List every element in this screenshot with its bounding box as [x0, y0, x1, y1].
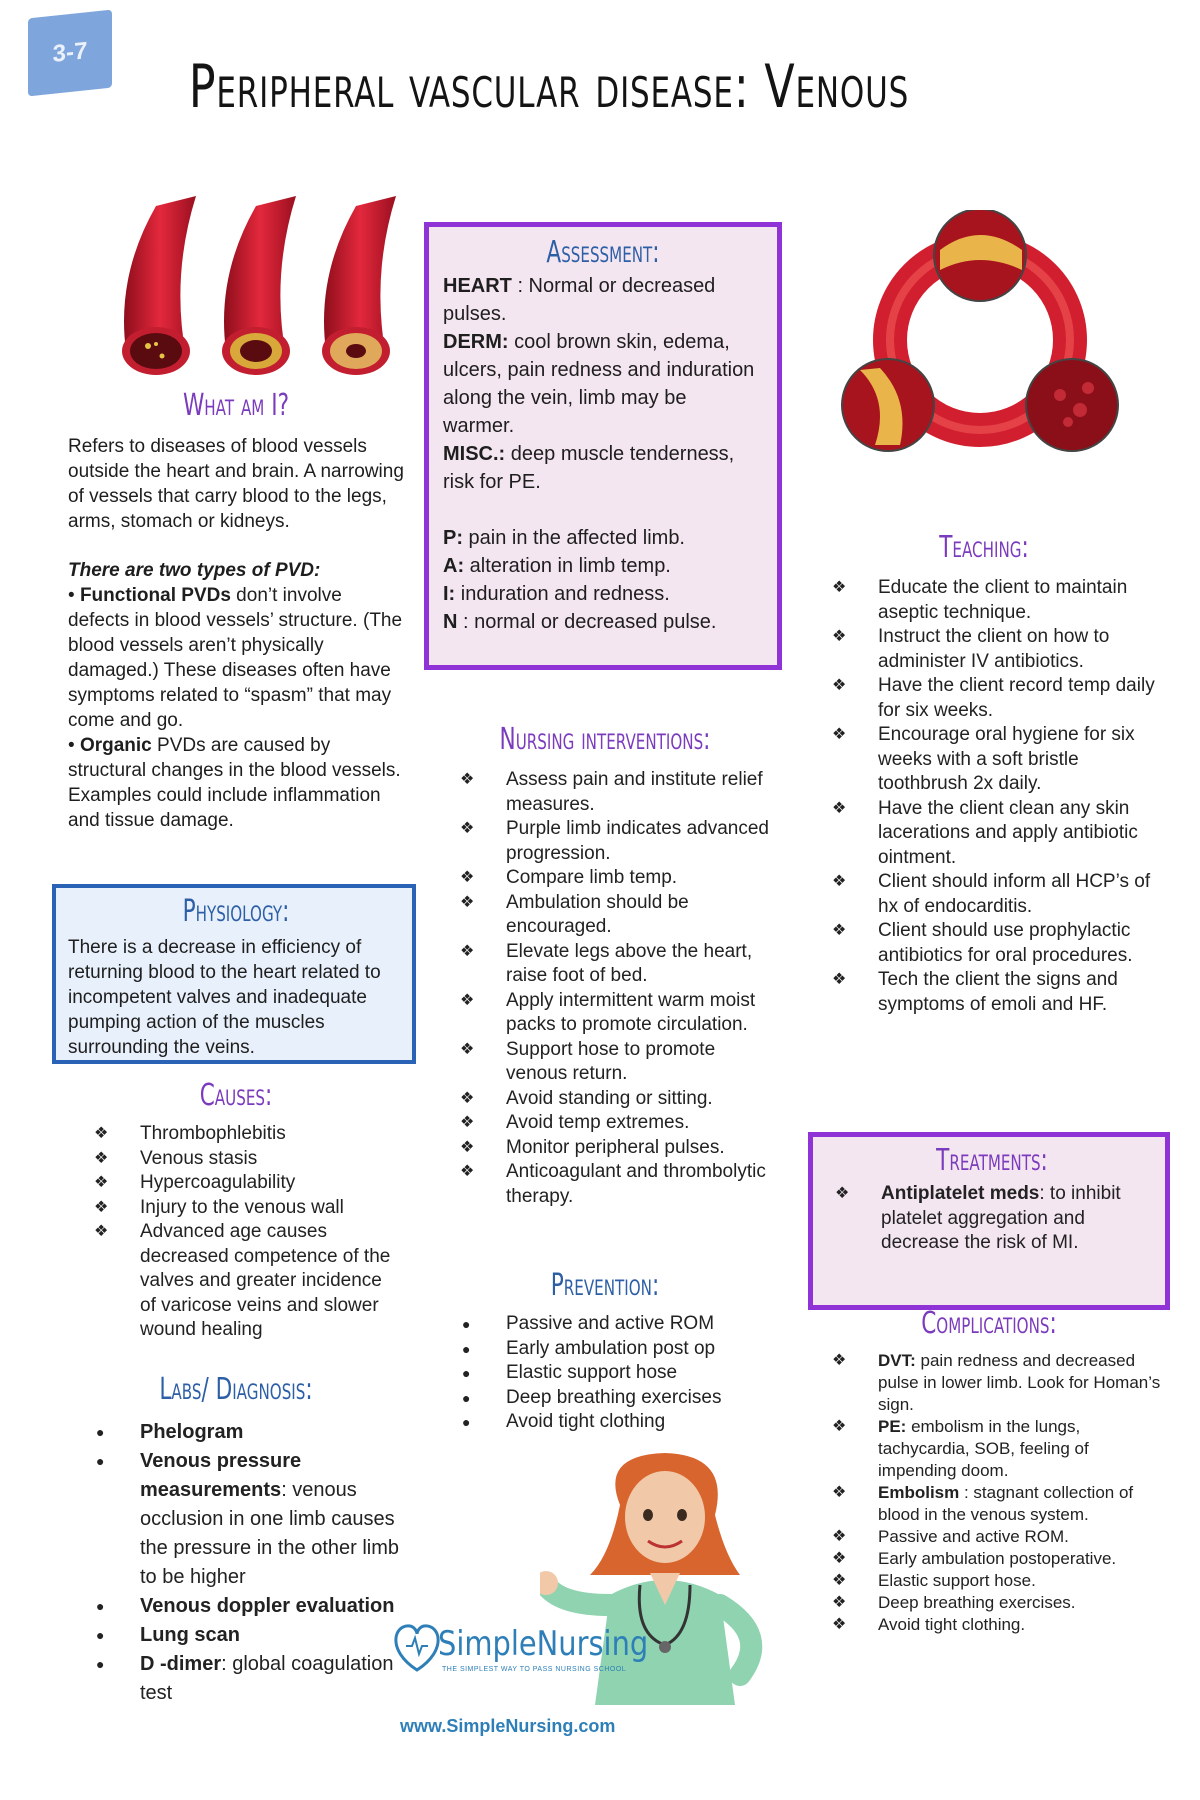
list-item [86, 1147, 402, 1172]
organic-pvd-text [68, 733, 408, 833]
intervention-text: Avoid standing or sitting. [506, 1087, 713, 1109]
diamond-bullet-icon: ❖ [460, 820, 475, 837]
dot-bullet-icon: ● [96, 1627, 105, 1643]
physiology-text: There is a decrease in efficiency of returning blood to the heart related to incompetent valves and inadequate pumping action of the muscles surrounding the veins. [68, 937, 381, 1058]
complication-text: : stagnant collection of blood in the venous system. [878, 1483, 1134, 1524]
list-item [452, 1087, 772, 1112]
n-text: : normal or decreased pulse. [457, 611, 717, 633]
diamond-bullet-icon: ❖ [460, 1089, 475, 1107]
complication-text: Early ambulation postoperative. [878, 1549, 1117, 1568]
assessment-heading: Assessment: [546, 235, 660, 270]
complication-text: Deep breathing exercises. [878, 1593, 1076, 1612]
diamond-bullet-icon: ❖ [460, 893, 475, 911]
list-item [86, 1418, 402, 1447]
complication-text: pain redness and decreased pulse in lower limb. Look for Homan’s sign. [878, 1351, 1161, 1414]
n-label: N [443, 611, 458, 633]
list-item [824, 1570, 1170, 1592]
lab-text: : venous occlusion in one limb causes the pressure in the other limb to be higher [140, 1479, 400, 1588]
bullet-dot: • [68, 735, 75, 756]
dot-bullet-icon: ● [96, 1656, 105, 1672]
list-item [824, 576, 1170, 625]
diamond-bullet-icon: ❖ [460, 942, 475, 960]
intervention-text: Avoid temp extremes. [506, 1112, 690, 1133]
list-item [824, 1526, 1170, 1548]
assessment-text [443, 272, 763, 636]
diamond-bullet-icon: ❖ [832, 799, 847, 817]
diamond-bullet-icon: ❖ [460, 1138, 475, 1156]
diamond-bullet-icon: ❖ [832, 1484, 847, 1501]
assessment-box [424, 222, 782, 670]
teaching-text: Tech the client the signs and symptoms of emoli and HF. [878, 969, 1118, 1015]
clot-illustration [830, 210, 1130, 470]
teaching-list [824, 576, 1170, 1017]
intervention-text: Elevate legs above the heart, raise foot of bed. [506, 940, 753, 986]
list-item [86, 1447, 402, 1592]
diamond-bullet-icon: ❖ [832, 1352, 847, 1369]
prevention-text: Deep breathing exercises [506, 1386, 722, 1408]
list-item [86, 1592, 402, 1621]
what-am-i-heading: What am I? [182, 388, 290, 423]
diamond-bullet-icon: ❖ [832, 922, 847, 939]
causes-heading: Causes: [199, 1078, 273, 1113]
i-label: I: [443, 583, 456, 605]
list-item [452, 1410, 772, 1435]
what-am-i-intro: Refers to diseases of blood vessels outside the heart and brain. A narrowing of vessels that carry blood to the legs, arms, stomach or kidneys. [68, 436, 404, 532]
page-title: Peripheral vascular disease: Venous [188, 52, 910, 122]
diamond-bullet-icon: ❖ [94, 1223, 109, 1240]
diamond-bullet-icon: ❖ [94, 1125, 109, 1142]
intervention-text: Support hose to promote venous return. [506, 1038, 716, 1084]
functional-pvd-text [68, 583, 408, 733]
functional-pvd-label: Functional PVDs [79, 585, 231, 606]
list-item [824, 870, 1170, 919]
list-item [824, 1548, 1170, 1570]
lab-label: D -dimer [140, 1653, 222, 1675]
dot-bullet-icon: ● [462, 1340, 471, 1357]
logo-tagline: THE SIMPLEST WAY TO PASS NURSING SCHOOL [442, 1666, 627, 1673]
treatments-list [827, 1182, 1151, 1256]
diamond-bullet-icon: ❖ [94, 1174, 109, 1191]
list-item [452, 866, 772, 891]
cause-text: Venous stasis [140, 1147, 258, 1169]
list-item [824, 1350, 1170, 1416]
prevention-text: Early ambulation post op [506, 1337, 716, 1359]
prevention-heading: Prevention: [550, 1268, 660, 1303]
nursing-interventions-heading: Nursing interventions: [499, 722, 711, 757]
list-item [824, 797, 1170, 871]
complication-label: Embolism [878, 1483, 960, 1502]
list-item [452, 940, 772, 989]
teaching-heading: Teaching: [939, 530, 1029, 565]
diamond-bullet-icon: ❖ [832, 1418, 847, 1435]
i-text: induration and redness. [455, 583, 670, 605]
diamond-bullet-icon: ❖ [832, 971, 847, 988]
artery-1-icon [122, 196, 196, 375]
vessel-cross-section-top-icon [934, 210, 1026, 301]
diamond-bullet-icon: ❖ [94, 1198, 109, 1216]
complication-text: embolism in the lungs, tachycardia, SOB, feeling of impending doom. [878, 1417, 1089, 1480]
nursing-interventions-list [452, 768, 772, 1209]
list-item [452, 1111, 772, 1136]
dot-bullet-icon: ● [462, 1414, 471, 1430]
list-item [824, 625, 1170, 674]
prevention-text: Avoid tight clothing [506, 1411, 666, 1432]
diamond-bullet-icon: ❖ [832, 1572, 847, 1589]
list-item [824, 1614, 1170, 1636]
diamond-bullet-icon: ❖ [835, 1185, 850, 1202]
teaching-text: Client should inform all HCP’s of hx of endocarditis. [878, 871, 1151, 917]
lab-label: Phelogram [140, 1421, 244, 1443]
diamond-bullet-icon: ❖ [832, 1550, 847, 1567]
dot-bullet-icon: ● [462, 1389, 471, 1406]
heart-label: HEART [443, 275, 512, 297]
complication-text: Passive and active ROM. [878, 1527, 1069, 1546]
diamond-bullet-icon: ❖ [94, 1149, 109, 1167]
teaching-text: Have the client clean any skin lacerations and apply antibiotic ointment. [878, 797, 1138, 868]
p-text: pain in the affected limb. [463, 527, 685, 549]
list-item [86, 1220, 402, 1343]
dot-bullet-icon: ● [96, 1424, 105, 1440]
causes-list [86, 1122, 402, 1343]
intervention-text: Anticoagulant and thrombolytic therapy. [506, 1161, 766, 1207]
cause-text: Thrombophlebitis [140, 1123, 286, 1144]
website-link[interactable]: www.SimpleNursing.com [400, 1716, 616, 1736]
intervention-text: Monitor peripheral pulses. [506, 1136, 725, 1158]
list-item [452, 891, 772, 940]
diamond-bullet-icon: ❖ [460, 1040, 475, 1058]
list-item [452, 1386, 772, 1411]
misc-label: MISC.: [443, 443, 506, 465]
list-item [824, 674, 1170, 723]
list-item [824, 1482, 1170, 1526]
heart-logo-icon [392, 1620, 442, 1676]
vessel-cross-section-left-icon [842, 359, 934, 451]
teaching-text: Educate the client to maintain aseptic technique. [878, 577, 1128, 623]
list-item [86, 1122, 402, 1147]
labs-list [86, 1418, 402, 1708]
list-item [452, 1038, 772, 1087]
list-item [452, 1160, 772, 1209]
logo-name: SimpleNursing [438, 1624, 649, 1664]
artery-2-icon [222, 196, 296, 375]
dot-bullet-icon: ● [462, 1365, 471, 1381]
list-item [452, 817, 772, 866]
diamond-bullet-icon: ❖ [832, 579, 847, 596]
list-item [452, 1361, 772, 1386]
lab-label: Venous pressure measurements [140, 1450, 302, 1501]
page-number-badge [28, 10, 112, 97]
prevention-text: Passive and active ROM [506, 1313, 715, 1334]
diamond-bullet-icon: ❖ [460, 1114, 475, 1131]
what-am-i-section [68, 434, 408, 833]
organic-pvd-desc: PVDs are caused by structural changes in the blood vessels. Examples could include inflammation and tissue damage. [68, 735, 401, 831]
a-label: A: [443, 555, 465, 577]
list-item [86, 1650, 402, 1708]
derm-text: cool brown skin, edema, ulcers, pain redness and induration along the vein, limb may be warmer. [443, 331, 755, 437]
diamond-bullet-icon: ❖ [832, 1528, 847, 1545]
physiology-heading: Physiology: [182, 894, 290, 929]
heart-text: : Normal or decreased pulses. [443, 275, 716, 325]
complications-list [824, 1350, 1170, 1636]
list-item [452, 1337, 772, 1362]
diamond-bullet-icon: ❖ [832, 873, 847, 890]
list-item [86, 1196, 402, 1221]
list-item [824, 968, 1170, 1017]
simplenursing-logo [392, 1620, 652, 1710]
derm-label: DERM: [443, 331, 509, 353]
arteries-illustration [86, 186, 406, 376]
dot-bullet-icon: ● [96, 1598, 105, 1614]
diamond-bullet-icon: ❖ [832, 726, 847, 743]
list-item [86, 1621, 402, 1650]
list-item [452, 768, 772, 817]
complications-heading: Complications: [921, 1306, 1057, 1341]
functional-pvd-desc: don’t involve defects in blood vessels’ structure. (The blood vessels aren’t physically damaged.) These diseases often have symptoms related to “spasm” that may come and go. [68, 585, 403, 731]
page-number: 3-7 [52, 37, 88, 68]
physiology-box [52, 884, 416, 1064]
diamond-bullet-icon: ❖ [832, 1594, 847, 1611]
dot-bullet-icon: ● [462, 1316, 471, 1332]
list-item [824, 1416, 1170, 1482]
list-item [452, 989, 772, 1038]
vessel-cross-section-right-icon [1026, 359, 1118, 451]
intervention-text: Purple limb indicates advanced progression. [506, 818, 769, 864]
p-label: P: [443, 527, 463, 549]
prevention-list [452, 1312, 772, 1435]
diamond-bullet-icon: ❖ [460, 1163, 475, 1180]
a-text: alteration in limb temp. [464, 555, 671, 577]
treatment-label: Antiplatelet meds [881, 1183, 1040, 1204]
cause-text: Hypercoagulability [140, 1172, 296, 1193]
diamond-bullet-icon: ❖ [832, 628, 847, 645]
misc-text: deep muscle tenderness, risk for PE. [443, 443, 735, 493]
complication-label: DVT: [878, 1351, 916, 1370]
list-item [824, 723, 1170, 797]
cause-text: Advanced age causes decreased competence of the valves and greater incidence of varicose veins and slower wound healing [140, 1221, 391, 1340]
treatments-heading: Treatments: [936, 1143, 1048, 1178]
complication-text: Avoid tight clothing. [878, 1615, 1026, 1634]
bullet-dot: • [68, 585, 75, 606]
teaching-text: Instruct the client on how to administer IV antibiotics. [878, 626, 1110, 672]
complication-label: PE: [878, 1417, 907, 1436]
diamond-bullet-icon: ❖ [832, 1616, 847, 1633]
artery-3-icon [322, 196, 396, 375]
organic-pvd-label: Organic [79, 735, 152, 756]
teaching-text: Have the client record temp daily for six weeks. [878, 675, 1155, 721]
teaching-text: Encourage oral hygiene for six weeks with a soft bristle toothbrush 2x daily. [878, 724, 1135, 794]
intervention-text: Apply intermittent warm moist packs to promote circulation. [506, 989, 756, 1035]
dot-bullet-icon: ● [96, 1453, 105, 1469]
lab-text: : global coagulation test [140, 1653, 394, 1704]
diamond-bullet-icon: ❖ [832, 677, 847, 694]
intervention-text: Assess pain and institute relief measures. [506, 769, 763, 815]
list-item [824, 919, 1170, 968]
lab-label: Lung scan [140, 1624, 241, 1646]
list-item [824, 1592, 1170, 1614]
teaching-text: Client should use prophylactic antibiotics for oral procedures. [878, 920, 1133, 966]
prevention-text: Elastic support hose [506, 1362, 678, 1383]
diamond-bullet-icon: ❖ [460, 869, 475, 886]
treatments-box [808, 1132, 1170, 1310]
complication-text: Elastic support hose. [878, 1571, 1036, 1590]
intervention-text: Ambulation should be encouraged. [506, 891, 689, 937]
list-item [86, 1171, 402, 1196]
diamond-bullet-icon: ❖ [460, 991, 475, 1009]
list-item [827, 1182, 1151, 1256]
list-item [452, 1136, 772, 1161]
labs-heading: Labs/ Diagnosis: [159, 1372, 313, 1407]
cause-text: Injury to the venous wall [140, 1196, 344, 1218]
diamond-bullet-icon: ❖ [460, 771, 475, 788]
list-item [452, 1312, 772, 1337]
lab-label: Venous doppler evaluation [140, 1595, 395, 1617]
treatment-text: : to inhibit platelet aggregation and decrease the risk of MI. [881, 1183, 1121, 1253]
intervention-text: Compare limb temp. [506, 867, 678, 888]
pvd-types-heading: There are two types of PVD: [68, 560, 321, 581]
